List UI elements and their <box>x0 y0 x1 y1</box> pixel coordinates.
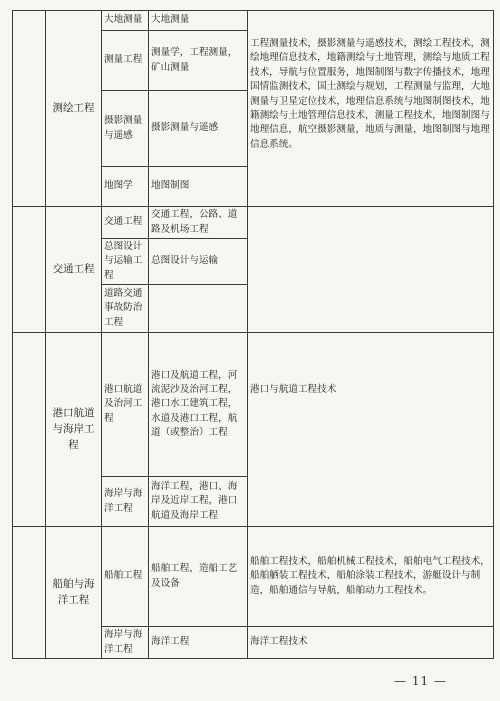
sub-major-cell: 海岸与海洋工程 <box>102 477 149 527</box>
major-category-cell: 交通工程 <box>46 207 102 333</box>
vocational-major-cell: 海洋工程技术 <box>248 627 494 659</box>
table-row <box>13 207 494 239</box>
blank-cell <box>13 207 46 333</box>
sub-major-cell: 总图设计与运输工程 <box>102 239 149 285</box>
sub-major-cell: 船舶工程 <box>102 527 149 627</box>
related-major-cell: 交通工程，公路、道路及机场工程 <box>149 207 248 239</box>
sub-major-cell: 测量工程 <box>102 31 149 91</box>
related-major-cell: 船舶工程，造船工艺及设备 <box>149 527 248 627</box>
blank-cell <box>13 333 46 527</box>
majors-table <box>12 10 494 659</box>
related-major-cell: 海洋工程 <box>149 627 248 659</box>
related-major-cell <box>149 285 248 333</box>
sub-major-cell: 道路交通事故防治工程 <box>102 285 149 333</box>
sub-major-cell: 交通工程 <box>102 207 149 239</box>
vocational-major-cell <box>248 207 494 333</box>
related-major-cell: 地图制图 <box>149 167 248 207</box>
vocational-major-cell: 港口与航道工程技术 <box>248 333 494 527</box>
table-row <box>13 527 494 627</box>
vocational-major-cell: 船舶工程技术，船舶机械工程技术，船舶电气工程技术，船舶舾装工程技术，船舶涂装工程技术，游艇设计与制造，船舶通信与导航，船舶动力工程技术。 <box>248 527 494 627</box>
major-category-cell: 船舶与海洋工程 <box>46 527 102 659</box>
sub-major-cell: 摄影测量与遥感 <box>102 91 149 167</box>
related-major-cell: 海洋工程，港口、海岸及近岸工程，港口航道及海岸工程 <box>149 477 248 527</box>
table-row <box>13 333 494 477</box>
blank-cell <box>13 11 46 207</box>
page-number: — 11 — <box>394 674 447 688</box>
majors-table-container <box>12 10 494 654</box>
major-category-cell: 港口航道与海岸工程 <box>46 333 102 527</box>
related-major-cell: 港口及航道工程，河流泥沙及治河工程，港口水工建筑工程，水道及港口工程，航道（或整治）工程 <box>149 333 248 477</box>
related-major-cell: 摄影测量与遥感 <box>149 91 248 167</box>
table-row <box>13 11 494 31</box>
sub-major-cell: 港口航道及治河工程 <box>102 333 149 477</box>
sub-major-cell: 地图学 <box>102 167 149 207</box>
sub-major-cell: 大地测量 <box>102 11 149 31</box>
sub-major-cell: 海岸与海洋工程 <box>102 627 149 659</box>
blank-cell <box>13 527 46 659</box>
major-category-cell: 测绘工程 <box>46 11 102 207</box>
related-major-cell: 测量学，工程测量，矿山测量 <box>149 31 248 91</box>
related-major-cell: 大地测量 <box>149 11 248 31</box>
vocational-major-cell: 工程测量技术，摄影测量与遥感技术，测绘工程技术，测绘地理信息技术，地籍测绘与土地管理，测绘与地质工程技术，导航与位置服务，地图制图与数字传播技术，地理国情监测技术，国土测绘与规划，工程测量与监理，大地测量与卫星定位技术，地理信息系统与地图制图技术，地籍测绘与土地管理信息技术，测量工程技术，地图制图与地理信息，航空摄影测量，地质与测量，地图制图与地理信息系统。 <box>248 11 494 207</box>
related-major-cell: 总图设计与运输 <box>149 239 248 285</box>
